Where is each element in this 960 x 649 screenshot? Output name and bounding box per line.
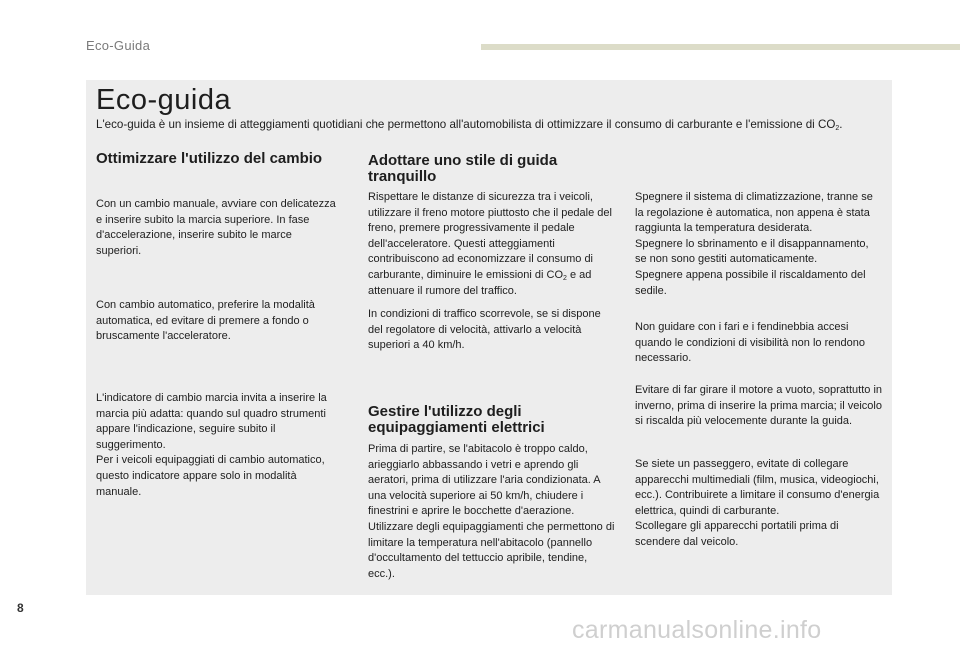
- column-electrical: [368, 404, 618, 436]
- paragraph: Spegnere appena possibile il riscaldamento del sedile.: [635, 268, 866, 297]
- paragraph: Se siete un passeggero, evitate di collegare apparecchi multimediali (film, musica, videogiochi, ecc.). Contribuirete a limitare il consumo d'energia elettrica, quindi di carburante.: [635, 458, 880, 517]
- paragraph-text: e ad attenuare il rumore del traffico.: [368, 268, 592, 297]
- intro-end: .: [839, 118, 843, 131]
- paragraph: Scollegare gli apparecchi portatili prima di scendere dal veicolo.: [635, 520, 839, 548]
- intro-main: L'eco-guida è un insieme di atteggiamenti quotidiani che permettono all'automobilista di ottimizzare il consumo di carburante e l'emissione di CO: [96, 118, 836, 131]
- gearbox-paragraph-1: [96, 197, 336, 259]
- intro-text: [96, 117, 886, 133]
- watermark: carmanualsonline.info: [572, 616, 822, 644]
- climate-paragraph: [635, 190, 883, 299]
- paragraph: Evitare di far girare il motore a vuoto, soprattutto in inverno, prima di inserire la prima marcia; il veicolo si riscalda più velocemente durante la guida.: [635, 384, 883, 428]
- paragraph: Per i veicoli equipaggiati di cambio automatico, questo indicatore appare solo in modalità manuale.: [96, 454, 325, 498]
- paragraph: L'indicatore di cambio marcia invita a inserire la marcia più adatta: quando sul quadro strumenti appare l'indicazione, seguire subito il suggerimento.: [96, 392, 327, 451]
- paragraph: Con cambio automatico, preferire la modalità automatica, ed evitare di premere a fondo o bruscamente l'acceleratore.: [96, 299, 315, 343]
- subscript: 2: [563, 274, 567, 282]
- intro-subscript: 2: [835, 125, 840, 132]
- paragraph: [368, 190, 616, 299]
- header-bar: [481, 44, 960, 50]
- paragraph-text: Rispettare le distanze di sicurezza tra i veicoli, utilizzare il freno motore piuttosto che il pedale del freno, premere progressivamente il pedale dell'acceleratore. Questi atteggiamenti contribuiscono ad economizzare il consumo di carburante, diminuire le emissioni di CO: [368, 191, 612, 281]
- driving-paragraph-1: [368, 190, 616, 299]
- heading-driving: Adottare uno stile di guida tranquillo: [368, 152, 558, 185]
- paragraph: Spegnere il sistema di climatizzazione, tranne se la regolazione è automatica, non appena è stata raggiunta la temperatura desiderata.: [635, 191, 873, 235]
- gearbox-paragraph-2: [96, 298, 341, 345]
- paragraph: Prima di partire, se l'abitacolo è troppo caldo, arieggiarlo abbassando i vetri e aprendo gli aeratori, prima di utilizzare l'aria condizionata. A una velocità superiore ai 50 km/h, chiudere i finestrini e aprire le bocchette d'aerazione. Utilizzare degli equipaggiamenti che permettono di limitare la temperatura nell'abitacolo (pannello d'occultamento del tettuccio apribile, tendine, ecc.).: [368, 443, 615, 580]
- idling-paragraph: [635, 383, 883, 430]
- paragraph: Non guidare con i fari e i fendinebbia accesi quando le condizioni di visibilità non lo rendono necessario.: [635, 321, 865, 365]
- passenger-paragraph: [635, 457, 883, 551]
- page-title: Eco-guida: [96, 84, 232, 116]
- paragraph: Spegnere lo sbrinamento e il disappannamento, se non sono gestiti automaticamente.: [635, 237, 869, 266]
- paragraph: Con un cambio manuale, avviare con delicatezza e inserire subito la marcia superiore. In fase d'accelerazione, inserire subito le marce superiori.: [96, 198, 336, 257]
- page-number: 8: [17, 601, 24, 615]
- gearbox-paragraph-3: [96, 391, 341, 500]
- column-gearbox: [96, 151, 346, 167]
- heading-gearbox: Ottimizzare l'utilizzo del cambio: [96, 150, 323, 167]
- lights-paragraph: [635, 320, 883, 367]
- column-driving: [368, 153, 618, 185]
- paragraph: In condizioni di traffico scorrevole, se si dispone del regolatore di velocità, attivarlo a velocità superiori a 40 km/h.: [368, 308, 601, 352]
- header-title: Eco-Guida: [86, 38, 151, 53]
- electrical-paragraph-1: [368, 442, 616, 582]
- driving-paragraph-2: [368, 307, 616, 354]
- heading-electrical: Gestire l'utilizzo degli equipaggiamenti elettrici: [368, 403, 545, 436]
